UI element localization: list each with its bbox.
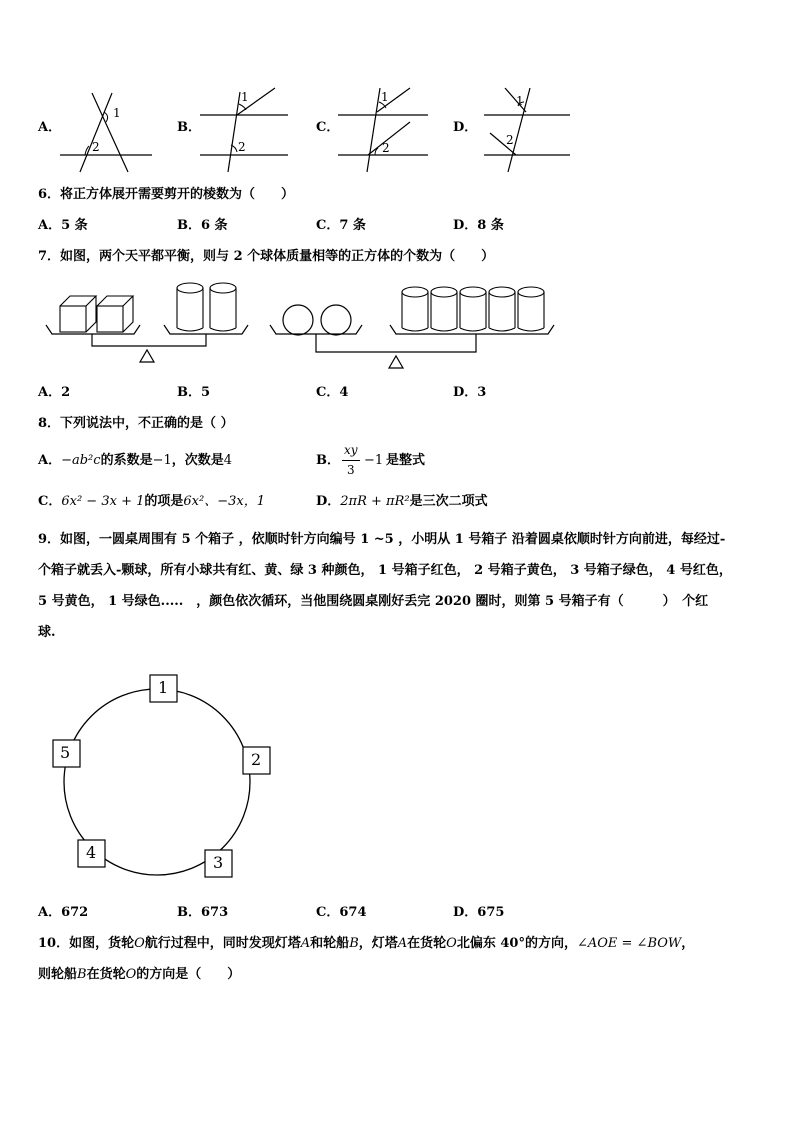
q8-a-text1: 的系数是 xyxy=(100,453,153,468)
q5-option-b-label[interactable]: B． xyxy=(177,120,201,135)
box-1-label: 1 xyxy=(158,678,169,697)
q9-stem-line3: 5 号黄色， 1 号绿色..... ，颜色依次循环，当他围绕圆桌刚好丢完 2020 圈时，则第 5 号箱子有（ ） 个红 xyxy=(38,594,709,609)
q9-option-d[interactable]: D．675 xyxy=(453,905,505,920)
q9-stem-line2: 个箱子就丢入-颗球，所有小球共有红、黄、绿 3 种颜色， 1 号箱子红色， 2 号箱子黄色， 3 号箱子绿色， 4 号红色， xyxy=(38,563,732,578)
q10-var-a: A xyxy=(397,936,408,951)
q5-b-angle1: 1 xyxy=(241,90,249,104)
q10-text: 和轮船 xyxy=(310,936,350,951)
q10-text: 的方向是（ ） xyxy=(136,967,241,982)
q5-d-angle2: 2 xyxy=(506,133,514,147)
q8-a-label: A． xyxy=(38,453,62,468)
q9-stem-line1: 9．如图，一圆桌周围有 5 个箱子 ，依顺时针方向编号 1 ~5 ，小明从 1 号箱子 沿着圆桌依顺时针方向前进，每经过- xyxy=(38,532,726,547)
q8-c-label: C． xyxy=(38,494,62,509)
q7-option-d[interactable]: D．3 xyxy=(453,385,487,400)
q10-stem-line1 xyxy=(38,935,694,953)
q5-b-angle2: 2 xyxy=(238,140,246,154)
q5-option-a-label[interactable]: A． xyxy=(38,120,62,135)
q9-option-b[interactable]: B．673 xyxy=(177,905,229,920)
q6-option-b[interactable]: B．6 条 xyxy=(177,218,228,233)
q8-b-denominator: 3 xyxy=(347,463,355,477)
q5-c-angle2: 2 xyxy=(382,141,390,155)
q8-d-text: 是三次二项式 xyxy=(409,494,488,509)
q6-option-d[interactable]: D．8 条 xyxy=(453,218,504,233)
q10-var-b: B xyxy=(77,967,87,982)
q8-b-rest: −1 xyxy=(364,453,384,468)
q7-stem: 7．如图，两个天平都平衡，则与 2 个球体质量相等的正方体的个数为（ ） xyxy=(38,249,495,264)
q9-option-a[interactable]: A．672 xyxy=(38,905,89,920)
q5-a-angle1: 1 xyxy=(113,106,121,120)
q8-d-label: D． xyxy=(316,494,341,509)
q10-text: ，灯塔 xyxy=(358,936,398,951)
q10-var-b: B xyxy=(349,936,359,951)
q10-text: 北偏东 40°的方向， xyxy=(456,936,577,951)
q5-option-d-label[interactable]: D． xyxy=(453,120,478,135)
q9-stem-line4: 球. xyxy=(38,625,56,640)
q8-b-numerator: xy xyxy=(344,443,358,457)
q10-var-o: O xyxy=(125,967,137,982)
q6-stem: 6．将正方体展开需要剪开的棱数为（ ） xyxy=(38,187,295,202)
q10-text: 在货轮 xyxy=(407,936,447,951)
q10-var-o: O xyxy=(446,936,457,951)
q7-option-c[interactable]: C．4 xyxy=(316,385,349,400)
q10-text: ， xyxy=(681,936,695,951)
q8-a-text2: ，次数是 xyxy=(171,453,224,468)
q8-c-terms: 6x²、−3x，1 xyxy=(183,494,265,509)
q5-a-angle2: 2 xyxy=(92,140,100,154)
q10-text: 则轮船 xyxy=(38,967,78,982)
q6-option-c[interactable]: C．7 条 xyxy=(316,218,366,233)
q5-c-angle1: 1 xyxy=(381,90,389,104)
q10-text: 在货轮 xyxy=(86,967,126,982)
q8-a-val1: −1 xyxy=(152,453,172,468)
box-2-label: 2 xyxy=(251,750,262,769)
box-3-label: 3 xyxy=(213,853,224,872)
q10-stem-line2 xyxy=(38,966,240,984)
q6-option-a[interactable]: A．5 条 xyxy=(38,218,88,233)
q8-a-val2: 4 xyxy=(223,453,233,468)
q9-option-c[interactable]: C．674 xyxy=(316,905,367,920)
box-4-label: 4 xyxy=(86,843,97,862)
q10-var-a: A xyxy=(300,936,311,951)
q5-d-angle1: 1 xyxy=(516,94,524,108)
q8-a-expr: −ab²c xyxy=(61,453,101,468)
q7-option-b[interactable]: B．5 xyxy=(177,385,211,400)
q8-b-label: B． xyxy=(316,453,340,468)
q5-option-c-label[interactable]: C． xyxy=(316,120,340,135)
q8-c-text: 的项是 xyxy=(144,494,184,509)
q8-c-expr: 6x² − 3x + 1 xyxy=(61,494,145,509)
q10-text: 10．如图，货轮 xyxy=(38,936,135,951)
q8-stem: 8．下列说法中，不正确的是（ ） xyxy=(38,416,234,431)
q10-angle-equation: ∠AOE = ∠BOW xyxy=(576,936,682,951)
q10-var-o: O xyxy=(134,936,145,951)
q8-d-expr: 2πR + πR² xyxy=(340,494,410,509)
q10-text: 航行过程中，同时发现灯塔 xyxy=(144,936,301,951)
q7-option-a[interactable]: A．2 xyxy=(38,385,71,400)
q8-b-text: 是整式 xyxy=(386,453,426,468)
box-5-label: 5 xyxy=(60,743,71,762)
